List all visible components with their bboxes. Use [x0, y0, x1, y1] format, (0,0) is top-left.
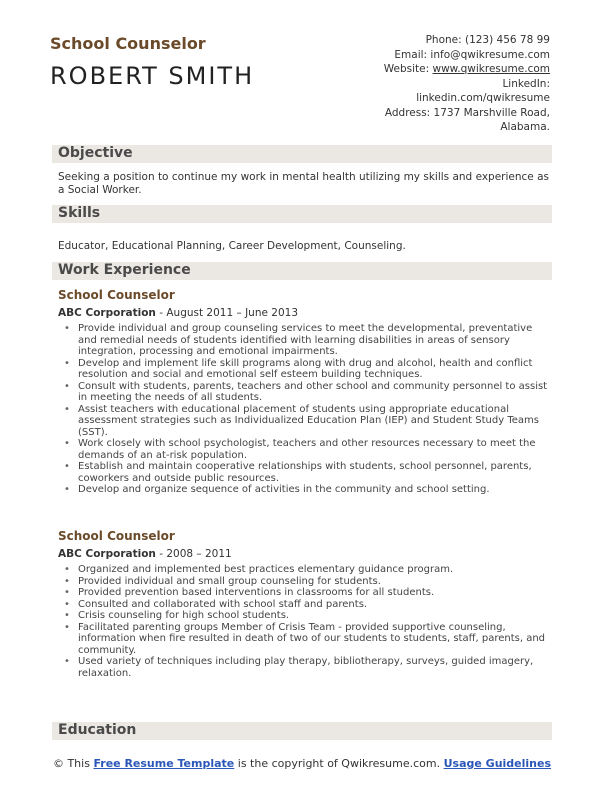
job-2-role: School Counselor — [58, 529, 175, 543]
objective-heading: Objective — [58, 145, 133, 161]
work-heading: Work Experience — [58, 262, 191, 278]
phone-line: Phone: (123) 456 78 99 — [425, 34, 550, 46]
address-line-1: Address: 1737 Marshville Road, — [384, 106, 550, 119]
job-1-company: ABC Corporation — [58, 307, 156, 319]
linkedin-label: LinkedIn: — [502, 77, 550, 90]
linkedin-url: linkedin.com/qwikresume — [416, 92, 550, 104]
skills-heading: Skills — [58, 205, 101, 221]
list-item: • Establish and maintain cooperative relationships with students, school personnel, parents, coworkers and outside public resources. — [58, 461, 548, 484]
list-item: • Consulted and collaborated with school staff and parents. — [58, 599, 548, 611]
list-item: • Provided prevention based interventions in classrooms for all students. — [58, 587, 548, 599]
list-item: • Organized and implemented best practices elementary guidance program. — [58, 564, 548, 576]
list-item: • Provided individual and small group counseling for students. — [58, 576, 548, 588]
job-1-dates: - August 2011 – June 2013 — [155, 307, 299, 319]
objective-text: Seeking a position to continue my work in mental health utilizing my skills and experience as a Social Worker. — [58, 171, 550, 196]
contact-block — [290, 33, 550, 135]
job-2-company: ABC Corporation — [58, 548, 156, 560]
website-line — [290, 62, 550, 77]
usage-guidelines-link[interactable]: Usage Guidelines — [443, 757, 552, 770]
list-item: • Develop and implement life skill programs along with drug and alcohol, health and conflict resolution and social and emotional self esteem building techniques. — [58, 358, 548, 381]
website-link[interactable]: www.qwikresume.com — [432, 63, 550, 75]
website-label: Website: — [383, 63, 433, 75]
footer-middle: is the copyright of Qwikresume.com. — [234, 757, 444, 770]
list-item: • Develop and organize sequence of activities in the community and school setting. — [58, 484, 548, 496]
footer-prefix: © This — [52, 757, 94, 770]
job-1-role: School Counselor — [58, 288, 175, 302]
skills-text: Educator, Educational Planning, Career Development, Counseling. — [58, 240, 406, 252]
copyright-footer — [52, 757, 552, 770]
list-item: • Crisis counseling for high school students. — [58, 610, 548, 622]
list-item: • Provide individual and group counseling services to meet the developmental, preventative and remedial needs of students identified with learning disabilities in areas of sensory integration, processing and emotional impairments. — [58, 323, 548, 358]
job-2-dates: - 2008 – 2011 — [155, 548, 232, 560]
list-item: • Work closely with school psychologist, teachers and other resources necessary to meet the demands of an at-risk population. — [58, 438, 548, 461]
list-item: • Assist teachers with educational placement of students using appropriate educational assessment strategies such as Individualized Education Plan (IEP) and Student Study Teams (SST). — [58, 404, 548, 439]
address-line-2: Alabama. — [500, 121, 550, 133]
list-item: • Consult with students, parents, teachers and other school and community personnel to assist in meeting the needs of all students. — [58, 381, 548, 404]
free-resume-template-link[interactable]: Free Resume Template — [93, 757, 235, 770]
job-title-heading: School Counselor — [50, 34, 206, 53]
education-heading: Education — [58, 722, 137, 738]
skills-section-bar — [52, 205, 552, 223]
job-1-bullets — [58, 323, 548, 496]
list-item: • Facilitated parenting groups Member of Crisis Team - provided supportive counseling, information when fire resulted in death of two of our students to students, staff, parents, and community. — [58, 622, 548, 657]
list-item: • Used variety of techniques including play therapy, bibliotherapy, surveys, guided imagery, relaxation. — [58, 656, 548, 679]
email-line: Email: info@qwikresume.com — [394, 48, 550, 61]
candidate-name: ROBERT SMITH — [50, 62, 255, 90]
job-1-employer — [58, 307, 298, 319]
job-2-bullets — [58, 564, 548, 679]
job-2-employer — [58, 548, 232, 560]
